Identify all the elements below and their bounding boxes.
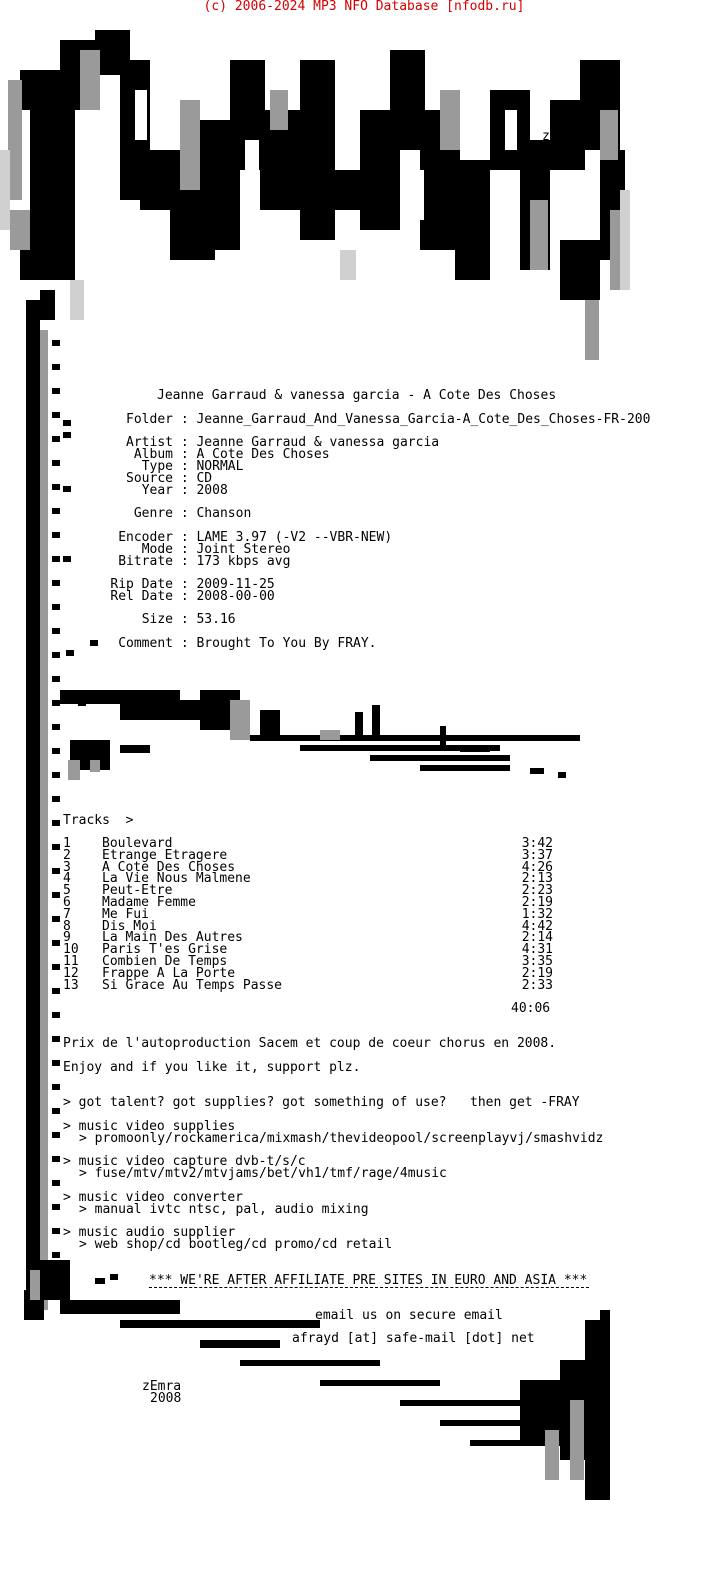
info-value: Jeanne Garraud & vanessa garcia: [196, 435, 440, 450]
track-time: 3:35: [521, 954, 553, 969]
info-key: Encoder: [118, 530, 173, 545]
track-title: Madame Femme: [102, 895, 196, 910]
info-key: Comment: [118, 636, 173, 651]
info-value: Jeanne_Garraud_And_Vanessa_Garcia-A_Cote_Des_Choses-FR-200: [196, 412, 651, 427]
info-separator: :: [173, 412, 197, 427]
info-key: Rip Date: [110, 577, 173, 592]
track-number: 12: [63, 965, 79, 981]
track-title: Peut-Etre: [102, 883, 173, 899]
info-separator: :: [173, 612, 197, 627]
track-title: Dis Moi: [102, 918, 157, 934]
affiliate-notice: *** WE'RE AFTER AFFILIATE PRE SITES IN EURO AND ASIA ***: [149, 1273, 588, 1288]
info-separator: :: [173, 483, 197, 498]
info-value: Brought To You By FRAY.: [196, 636, 377, 651]
ad-section-detail: > web shop/cd bootleg/cd promo/cd retail: [79, 1237, 393, 1252]
tracks-heading: Tracks >: [63, 813, 134, 828]
track-time: 3:42: [521, 836, 553, 851]
info-value: NORMAL: [196, 459, 244, 474]
track-number: 5: [63, 883, 71, 899]
info-row: [88, 556, 290, 568]
track-time: 4:26: [521, 859, 553, 875]
track-time: 2:14: [521, 930, 553, 946]
track-title: Paris T'es Grise: [102, 942, 228, 958]
info-separator: :: [173, 554, 197, 569]
track-title: Frappe A La Porte: [102, 965, 236, 981]
ad-section-detail: > promoonly/rockamerica/mixmash/thevideopool/screenplayvj/smashvidz: [79, 1131, 604, 1146]
info-key: Artist: [126, 435, 173, 450]
track-title: Etrange Etragere: [102, 847, 228, 863]
info-key: Rel Date: [110, 589, 173, 604]
ad-section-head: > music video capture dvb-t/s/c: [63, 1154, 306, 1169]
track-title: La Main Des Autres: [102, 930, 243, 946]
track-number: 2: [63, 847, 71, 863]
track-time: 4:42: [521, 918, 553, 934]
info-value: A Cote Des Choses: [196, 447, 330, 462]
info-separator: :: [173, 577, 197, 592]
info-value: 53.16: [196, 612, 236, 627]
email-address: afrayd [at] safe-mail [dot] net: [292, 1331, 535, 1346]
ad-section-head: > music video converter: [63, 1190, 244, 1205]
info-row: [88, 414, 650, 426]
info-row: [88, 591, 275, 603]
total-time: 40:06: [511, 1001, 551, 1016]
info-key: Album: [133, 447, 173, 462]
dashed-divider: [149, 1287, 589, 1288]
track-time: 1:32: [521, 906, 553, 922]
info-row: [88, 485, 228, 497]
ad-section-detail: > manual ivtc ntsc, pal, audio mixing: [79, 1202, 369, 1217]
track-number: 9: [63, 930, 71, 946]
track-number: 3: [63, 859, 71, 875]
info-separator: :: [173, 447, 197, 462]
info-separator: :: [173, 459, 197, 474]
talent-line: > got talent? got supplies? got something of use? then get -FRAY: [63, 1095, 580, 1110]
track-number: 6: [63, 895, 71, 910]
track-time: 2:33: [521, 977, 553, 993]
track-title: Boulevard: [102, 836, 173, 851]
track-row: [63, 977, 553, 993]
track-time: 2:13: [521, 871, 553, 887]
info-key: Bitrate: [118, 554, 173, 569]
track-number: 8: [63, 918, 71, 934]
info-separator: :: [173, 435, 197, 450]
email-label: email us on secure email: [315, 1308, 503, 1323]
track-number: 11: [63, 954, 79, 969]
ad-section-head: > music video supplies: [63, 1119, 236, 1134]
info-key: Source: [126, 471, 173, 486]
info-key: Mode: [141, 542, 173, 557]
info-key: Genre: [133, 506, 173, 521]
artist-tag-top: zEmra: [542, 129, 582, 144]
info-value: LAME 3.97 (-V2 --VBR-NEW): [196, 530, 393, 545]
enjoy-note: Enjoy and if you like it, support plz.: [63, 1060, 361, 1075]
track-number: 13: [63, 977, 79, 993]
info-separator: :: [173, 589, 197, 604]
info-separator: :: [173, 636, 197, 651]
ad-section-detail: > fuse/mtv/mtv2/mtvjams/bet/vh1/tmf/rage/4music: [79, 1166, 447, 1181]
info-row: [88, 638, 377, 650]
track-title: Me Fui: [102, 906, 149, 922]
track-title: La Vie Nous Malmene: [102, 871, 251, 887]
release-title: Jeanne Garraud & vanessa garcia - A Cote Des Choses: [157, 388, 557, 403]
track-time: 4:31: [521, 942, 553, 958]
artist-tag-bottom: zEmra: [142, 1379, 182, 1394]
info-value: 2008: [196, 483, 228, 498]
track-number: 10: [63, 942, 79, 958]
track-title: Si Grace Au Temps Passe: [102, 977, 283, 993]
track-title: Combien De Temps: [102, 954, 228, 969]
info-separator: :: [173, 471, 197, 486]
info-separator: :: [173, 506, 197, 521]
info-value: 2008-00-00: [196, 589, 275, 604]
info-value: CD: [196, 471, 213, 486]
info-key: Size: [141, 612, 173, 627]
info-key: Type: [141, 459, 173, 474]
track-number: 1: [63, 836, 71, 851]
info-key: Year: [141, 483, 173, 498]
ad-section-head: > music audio supplier: [63, 1225, 236, 1240]
artist-tag-year: 2008: [150, 1391, 182, 1406]
track-time: 3:37: [521, 847, 553, 863]
info-separator: :: [173, 530, 197, 545]
track-number: 4: [63, 871, 71, 887]
info-row: [88, 614, 236, 626]
track-time: 2:19: [521, 895, 553, 910]
track-time: 2:19: [521, 965, 553, 981]
info-value: Joint Stereo: [196, 542, 291, 557]
prix-note: Prix de l'autoproduction Sacem et coup de coeur chorus en 2008.: [63, 1036, 557, 1051]
info-separator: :: [173, 542, 197, 557]
track-time: 2:23: [521, 883, 553, 899]
info-value: Chanson: [196, 506, 252, 521]
track-number: 7: [63, 906, 71, 922]
info-row: [88, 508, 251, 520]
track-title: A Cote Des Choses: [102, 859, 236, 875]
info-key: Folder: [126, 412, 173, 427]
info-value: 2009-11-25: [196, 577, 275, 592]
copyright-notice: (c) 2006-2024 MP3 NFO Database [nfodb.ru]: [203, 0, 525, 14]
info-value: 173 kbps avg: [196, 554, 291, 569]
